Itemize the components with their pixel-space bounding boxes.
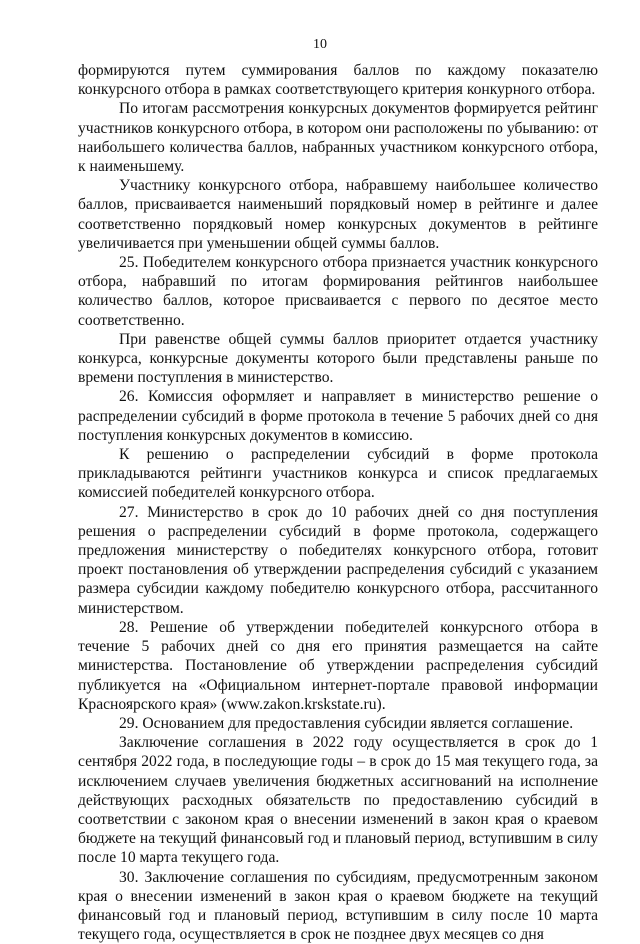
- paragraph-equal-score: При равенстве общей суммы баллов приоритет отдается участнику конкурса, конкурсные документы которого были представлены раньше по времени поступления в министерство.: [78, 330, 598, 387]
- paragraph-rating-order: Участнику конкурсного отбора, набравшему наибольшее количество баллов, присваивается наименьший порядковый номер в рейтинге и далее соответственно порядковый номер конкурсных документов в рейтинге увеличивается при уменьшении общей суммы баллов.: [78, 177, 598, 252]
- paragraph-item-27: 27. Министерство в срок до 10 рабочих дней со дня поступления решения о распределении субсидий в форме протокола, содержащего предложения министерству о победителях конкурсного отбора, готовит проект постановления об утверждении распределения субсидий с указанием размера субсидии каждому победителю конкурсного отбора, рассчитанного министерством.: [78, 503, 598, 617]
- paragraph-protocol-attachments: К решению о распределении субсидий в форме протокола прикладываются рейтинги участников конкурса и список предлагаемых комиссией победителей конкурсного отбора.: [78, 446, 598, 502]
- page-number: 10: [313, 37, 327, 52]
- paragraph-item-25: 25. Победителем конкурсного отбора признается участник конкурсного отбора, набравший по итогам формирования рейтингов наибольшее количество баллов, которое присваивается с первого по десятое место соответственно.: [78, 254, 598, 329]
- paragraph-rating: По итогам рассмотрения конкурсных документов формируется рейтинг участников конкурсного отбора, в котором они расположены по убыванию: от наибольшего количества баллов, набранных участником конкурсного отбора, к наименьшему.: [78, 100, 598, 176]
- paragraph-agreement-dates: Заключение соглашения в 2022 году осуществляется в срок до 1 сентября 2022 года, в последующие годы – в срок до 15 мая текущего года, за исключением случаев увеличения бюджетных ассигнований на исполнение действующих расходных обязательств по предоставлению субсидий в соответствии с законом края о внесении изменений в закон края о краевом бюджете на текущий финансовый год и плановый период, вступившим в силу после 10 марта текущего года.: [78, 734, 598, 867]
- paragraph-item-30: 30. Заключение соглашения по субсидиям, предусмотренным законом края о внесении изменений в закон края о краевом бюджете на текущий финансовый год и плановый период, вступившим в силу после 10 марта текущего года, осуществляется в срок не позднее двух месяцев со дня: [78, 868, 598, 944]
- paragraph-continuation: формируются путем суммирования баллов по каждому показателю конкурсного отбора в рамках соответствующего критерия конкурного отбора.: [78, 62, 598, 99]
- paragraph-item-29: 29. Основанием для предоставления субсидии является соглашение.: [119, 714, 574, 732]
- document-body: [78, 61, 598, 944]
- paragraph-item-26: 26. Комиссия оформляет и направляет в министерство решение о распределении субсидий в форме протокола в течение 5 рабочих дней со дня поступления конкурсных документов в комиссию.: [78, 388, 598, 444]
- paragraph-item-28: 28. Решение об утверждении победителей конкурсного отбора в течение 5 рабочих дней со дня его принятия размещается на сайте министерства. Постановление об утверждении распределения субсидий публикуется на «Официальном интернет-портале правовой информации Красноярского края» (www.zakon.krskstate.ru).: [78, 618, 598, 713]
